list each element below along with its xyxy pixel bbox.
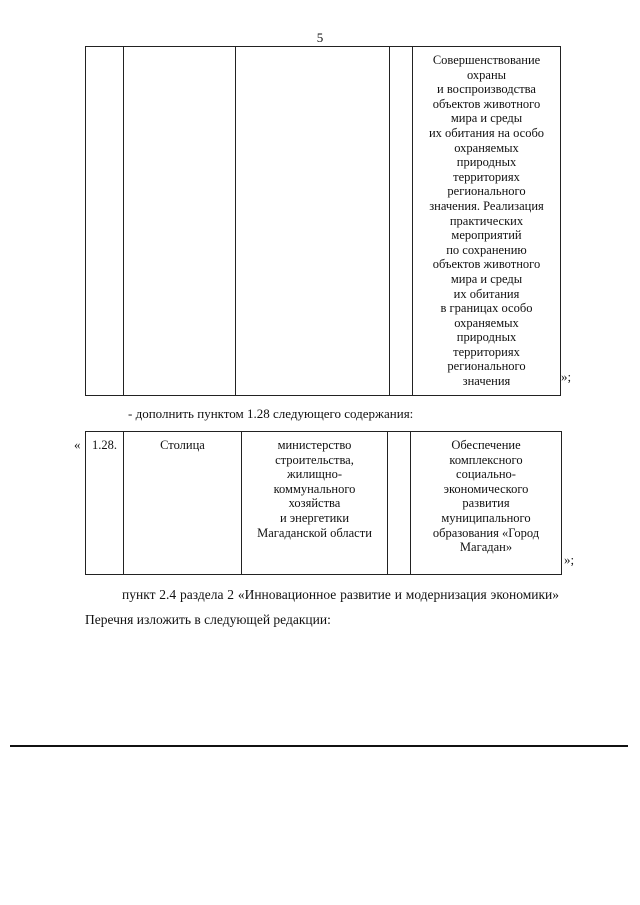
closing-quote: »; [564, 552, 575, 567]
table-new-item [85, 431, 562, 575]
table-cell-municipality [124, 47, 236, 396]
page-number: 5 [316, 30, 324, 45]
table-cell-municipality: Столица [124, 432, 242, 575]
table-cell-ministry: министерство строительства, жилищно- коммунального хозяйства и энергетики Магаданской области [242, 432, 388, 575]
table-cell-empty [390, 47, 413, 396]
table-cell-number: 1.28. [86, 432, 124, 575]
closing-quote: »; [561, 369, 572, 384]
table-row [86, 47, 561, 396]
table-row [86, 432, 562, 575]
opening-quote: « [74, 437, 81, 452]
table-cell-description: Совершенствование охраны и воспроизводства объектов животного мира и среды их обитания на особо охраняемых природных территориях регионального значения. Реализация практических мероприятий по сохранению объектов животного мира и среды их обитания в границах особо охраняемых природных территориях регионального значения [413, 47, 561, 396]
bottom-rule [10, 745, 628, 747]
table-cell-number [86, 47, 124, 396]
table-cell-empty [388, 432, 411, 575]
body-paragraph: пункт 2.4 раздела 2 «Инновационное развитие и модернизация экономики» Перечня изложить в следующей редакции: [85, 587, 559, 627]
table-cell-description: Обеспечение комплексного социально- экономического развития муниципального образования «Город Магадан» [411, 432, 562, 575]
instruction-text: - дополнить пунктом 1.28 следующего содержания: [128, 406, 414, 421]
table-cell-ministry [236, 47, 390, 396]
table-continuation [85, 46, 561, 396]
